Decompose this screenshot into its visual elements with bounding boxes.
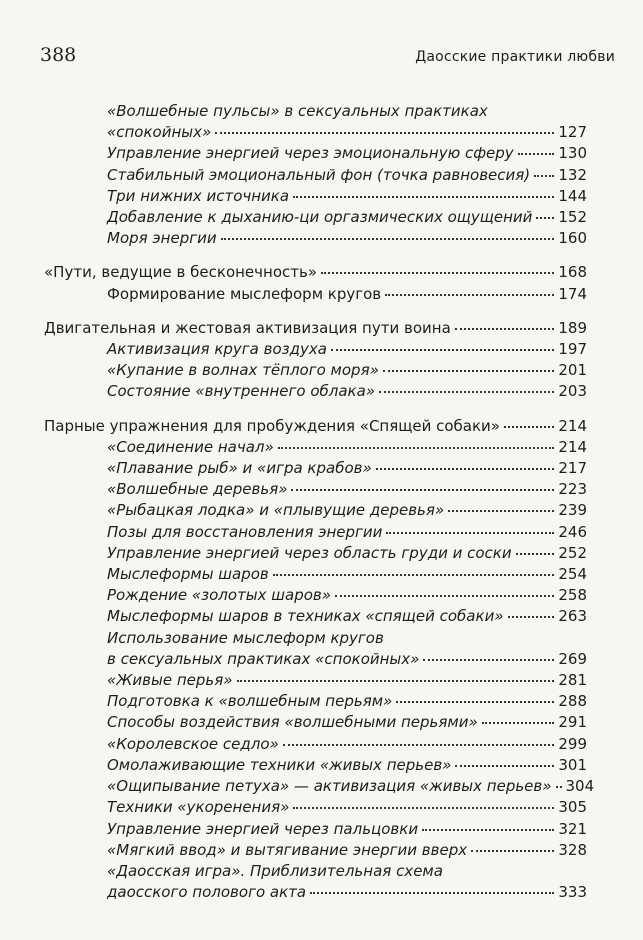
toc-entry-title: Управление энергией через эмоциональную сферу — [107, 144, 514, 163]
toc-entry-title: Подготовка к «волшебным перьям» — [107, 692, 393, 711]
toc-entry-title: Рождение «золотых шаров» — [107, 586, 332, 605]
toc-section-entry[interactable] — [107, 649, 587, 670]
toc-section-entry[interactable] — [107, 776, 595, 797]
toc-section-entry[interactable] — [107, 165, 587, 186]
toc-section-entry[interactable] — [107, 755, 587, 776]
toc-entry-title-line: «Даосская игра». Приблизительная схема — [107, 861, 443, 880]
toc-group — [0, 318, 643, 403]
dot-leader — [283, 743, 555, 746]
toc-section-entry[interactable] — [107, 437, 587, 458]
dot-leader — [215, 131, 554, 134]
dot-leader — [516, 552, 555, 555]
toc-page-number: 174 — [558, 284, 587, 303]
toc-group — [0, 262, 643, 304]
toc-section-entry[interactable] — [107, 819, 587, 840]
dot-leader — [383, 369, 555, 372]
dot-leader — [385, 293, 554, 296]
dot-leader — [321, 271, 554, 274]
toc-entry-title: «Рыбацкая лодка» и «плывущие деревья» — [107, 501, 445, 520]
toc-page-number: 288 — [558, 692, 587, 711]
toc-entry-title: Формирование мыслеформ кругов — [107, 284, 382, 303]
dot-leader — [221, 237, 555, 240]
toc-group — [0, 101, 643, 249]
toc-section-entry[interactable] — [107, 207, 587, 228]
dot-leader — [423, 658, 554, 661]
page-number: 388 — [40, 44, 77, 66]
toc-entry-title: «Плавание рыб» и «игра крабов» — [107, 459, 372, 478]
toc-page-number: 214 — [558, 416, 587, 435]
toc-entry-title: Двигательная и жестовая активизация пути воина — [44, 318, 451, 337]
toc-entry-title: в сексуальных практиках «спокойных» — [107, 649, 420, 668]
dot-leader — [455, 764, 554, 767]
toc-page-number: 168 — [558, 263, 587, 282]
toc-entry-title: «Живые перья» — [107, 671, 233, 690]
toc-entry-title: Мыслеформы шаров — [107, 565, 269, 584]
toc-entry-title: Способы воздействия «волшебными перьями» — [107, 713, 478, 732]
toc-page-number: 217 — [558, 459, 587, 478]
toc-page-number: 239 — [558, 501, 587, 520]
toc-section-entry[interactable] — [107, 186, 587, 207]
dot-leader — [237, 679, 555, 682]
toc-page-number: 130 — [558, 144, 587, 163]
toc-entry-title: Управление энергией через область груди и соски — [107, 543, 512, 562]
toc-page-number: 246 — [558, 522, 587, 541]
toc-entry-title: Активизация круга воздуха — [107, 340, 327, 359]
toc-section-entry[interactable] — [107, 360, 587, 381]
toc-section-entry[interactable] — [107, 840, 587, 861]
toc-section-entry[interactable] — [107, 122, 587, 143]
toc-group — [0, 416, 643, 904]
dot-leader — [291, 488, 554, 491]
toc-entry-title-line: «Волшебные пульсы» в сексуальных практиках — [107, 102, 488, 120]
toc-page-number: 321 — [558, 819, 587, 838]
toc-section-entry[interactable] — [107, 712, 587, 733]
dot-leader — [518, 152, 555, 155]
toc-section-entry[interactable] — [107, 522, 587, 543]
toc-entry-title: Позы для восстановления энергии — [107, 522, 383, 541]
dot-leader — [471, 849, 554, 852]
toc-entry-title: «Мягкий ввод» и вытягивание энергии вверх — [107, 840, 468, 859]
toc-page-number: 223 — [558, 480, 587, 499]
toc-section-entry[interactable] — [107, 606, 587, 627]
dot-leader — [482, 721, 555, 724]
toc-entry-title: Управление энергией через пальцовки — [107, 819, 419, 838]
table-of-contents — [0, 101, 643, 916]
toc-section-entry[interactable] — [107, 500, 587, 521]
toc-entry-title: «Купание в волнах тёплого моря» — [107, 361, 379, 380]
dot-leader — [386, 531, 554, 534]
toc-page-number: 197 — [558, 340, 587, 359]
toc-page-number: 333 — [558, 883, 587, 902]
toc-chapter-entry[interactable] — [44, 416, 587, 437]
dot-leader — [536, 216, 554, 219]
toc-section-entry[interactable] — [107, 670, 587, 691]
page-header — [40, 44, 615, 66]
toc-page-number: 301 — [558, 755, 587, 774]
toc-page-number: 152 — [558, 208, 587, 227]
toc-section-entry[interactable] — [107, 734, 587, 755]
dot-leader — [508, 615, 555, 618]
toc-entry-title: «Волшебные деревья» — [107, 480, 288, 499]
toc-page-number: 263 — [558, 607, 587, 626]
dot-leader — [396, 700, 554, 703]
toc-entry-title: Парные упражнения для пробуждения «Спящей собаки» — [44, 416, 500, 435]
toc-entry-title: Состояние «внутреннего облака» — [107, 382, 376, 401]
dot-leader — [556, 785, 562, 788]
toc-section-entry[interactable] — [107, 797, 587, 818]
toc-section-entry[interactable] — [107, 691, 587, 712]
toc-page-number: 258 — [558, 586, 587, 605]
toc-page-number: 189 — [558, 318, 587, 337]
dot-leader — [310, 891, 554, 894]
toc-page-number: 214 — [558, 437, 587, 456]
toc-page-number: 254 — [558, 565, 587, 584]
toc-entry-title: «спокойных» — [107, 123, 212, 142]
toc-section-entry[interactable] — [107, 543, 587, 564]
dot-leader — [376, 467, 555, 470]
toc-entry-title: «Соединение начал» — [107, 437, 274, 456]
toc-page-number: 304 — [565, 777, 595, 796]
dot-leader — [448, 509, 554, 512]
dot-leader — [278, 446, 555, 449]
dot-leader — [379, 390, 554, 393]
toc-entry-title-line: Использование мыслеформ кругов — [107, 628, 384, 647]
dot-leader — [504, 425, 554, 428]
dot-leader — [422, 828, 554, 831]
toc-entry-title: Добавление к дыханию-ци оргазмических ощущений — [107, 208, 533, 227]
toc-chapter-entry[interactable] — [44, 318, 587, 339]
running-title: Даосские практики любви — [415, 49, 615, 65]
toc-page-number: 144 — [558, 186, 587, 205]
toc-entry-title: Мыслеформы шаров в техниках «спящей собаки» — [107, 607, 504, 626]
toc-section-entry[interactable] — [107, 228, 587, 249]
dot-leader — [331, 348, 554, 351]
dot-leader — [534, 174, 554, 177]
toc-chapter-entry[interactable] — [44, 262, 587, 283]
toc-page-number: 203 — [558, 382, 587, 401]
dot-leader — [455, 327, 555, 330]
toc-page-number: 328 — [558, 840, 587, 859]
toc-section-entry[interactable] — [107, 284, 587, 305]
toc-entry-title: «Королевское седло» — [107, 734, 279, 753]
toc-section-entry[interactable] — [107, 479, 587, 500]
toc-page-number: 132 — [558, 165, 587, 184]
toc-entry-title: «Ощипывание петуха» — активизация «живых перьев» — [107, 777, 552, 796]
dot-leader — [273, 573, 555, 576]
toc-page-number: 160 — [558, 229, 587, 248]
toc-section-entry[interactable] — [107, 585, 587, 606]
toc-section-entry[interactable] — [107, 882, 587, 903]
toc-section-entry[interactable] — [107, 143, 587, 164]
toc-section-entry[interactable] — [107, 339, 587, 360]
toc-entry-title: Стабильный эмоциональный фон (точка равновесия) — [107, 165, 531, 184]
toc-page-number: 281 — [558, 671, 587, 690]
toc-entry-title: даосского полового акта — [107, 883, 307, 902]
dot-leader — [293, 806, 554, 809]
toc-page-number: 127 — [558, 123, 587, 142]
toc-section-entry[interactable] — [107, 381, 587, 402]
toc-page-number: 269 — [558, 649, 587, 668]
toc-page-number: 201 — [558, 361, 587, 380]
toc-entry-title: «Пути, ведущие в бесконечность» — [44, 263, 318, 282]
toc-entry-title: Омолаживающие техники «живых перьев» — [107, 755, 452, 774]
dot-leader — [293, 195, 554, 198]
toc-page-number: 291 — [558, 713, 587, 732]
toc-section-entry[interactable] — [107, 564, 587, 585]
toc-entry-title: Три нижних источника — [107, 186, 290, 205]
toc-entry-title: Техники «укоренения» — [107, 798, 290, 817]
toc-page-number: 299 — [558, 734, 587, 753]
toc-entry-title: Моря энергии — [107, 229, 217, 248]
toc-page-number: 252 — [558, 543, 587, 562]
toc-section-entry[interactable] — [107, 458, 587, 479]
toc-page-number: 305 — [558, 798, 587, 817]
dot-leader — [335, 594, 554, 597]
